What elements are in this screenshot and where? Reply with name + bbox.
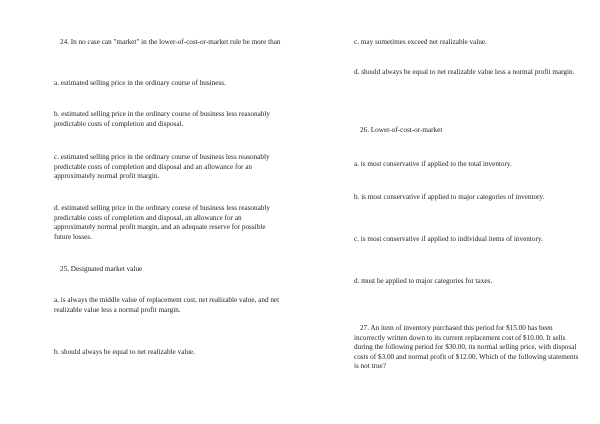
question-26-option-b: b. is most conservative if applied to major categories of inventory. — [354, 193, 545, 201]
question-24-stem: 24. In no case can "market" in the lower-of-cost-or-market rule be more than — [60, 38, 281, 46]
question-24-option-c: c. estimated selling price in the ordinary course of business less reasonably predictable costs of completion and disposal and an allowance for an approximately normal profit margin. — [54, 153, 270, 181]
question-26-option-d: d. must be applied to major categories for taxes. — [354, 277, 493, 285]
question-25-option-c: c. may sometimes exceed net realizable value. — [354, 38, 487, 46]
question-26-stem: 26. Lower-of-cost-or-market — [360, 126, 443, 134]
question-24-option-b: b. estimated selling price in the ordinary course of business less reasonably predictable costs of completion and disposal. — [54, 110, 270, 128]
question-25-option-d: d. should always be equal to net realizable value less a normal profit margin. — [354, 68, 575, 76]
question-24-option-d: d. estimated selling price in the ordinary course of business less reasonably predictable costs of completion and disposal, an allowance for an approximately normal profit margin, and an adequate reserve for possible future losses. — [54, 204, 270, 241]
question-25-stem: 25. Designated market value — [60, 265, 143, 273]
question-26-option-c: c. is most conservative if applied to individual items of inventory. — [354, 235, 543, 243]
question-27-stem: 27. An item of inventory purchased this period for $15.00 has been incorrectly written down to its current replacement cost of $10.00. It sells during the following period for $30.00, its normal selling price, with disposal costs of $3.00 and normal profit of $12.00. Which of the following statements is not true? — [354, 324, 579, 371]
question-25-option-b: b. should always be equal to net realizable value. — [54, 348, 195, 356]
question-26-option-a: a. is most conservative if applied to the total inventory. — [354, 160, 512, 168]
question-24-option-a: a. estimated selling price in the ordinary course of business. — [54, 79, 226, 87]
question-25-option-a: a. is always the middle value of replacement cost, net realizable value, and net realizable value less a normal profit margin. — [54, 296, 280, 314]
